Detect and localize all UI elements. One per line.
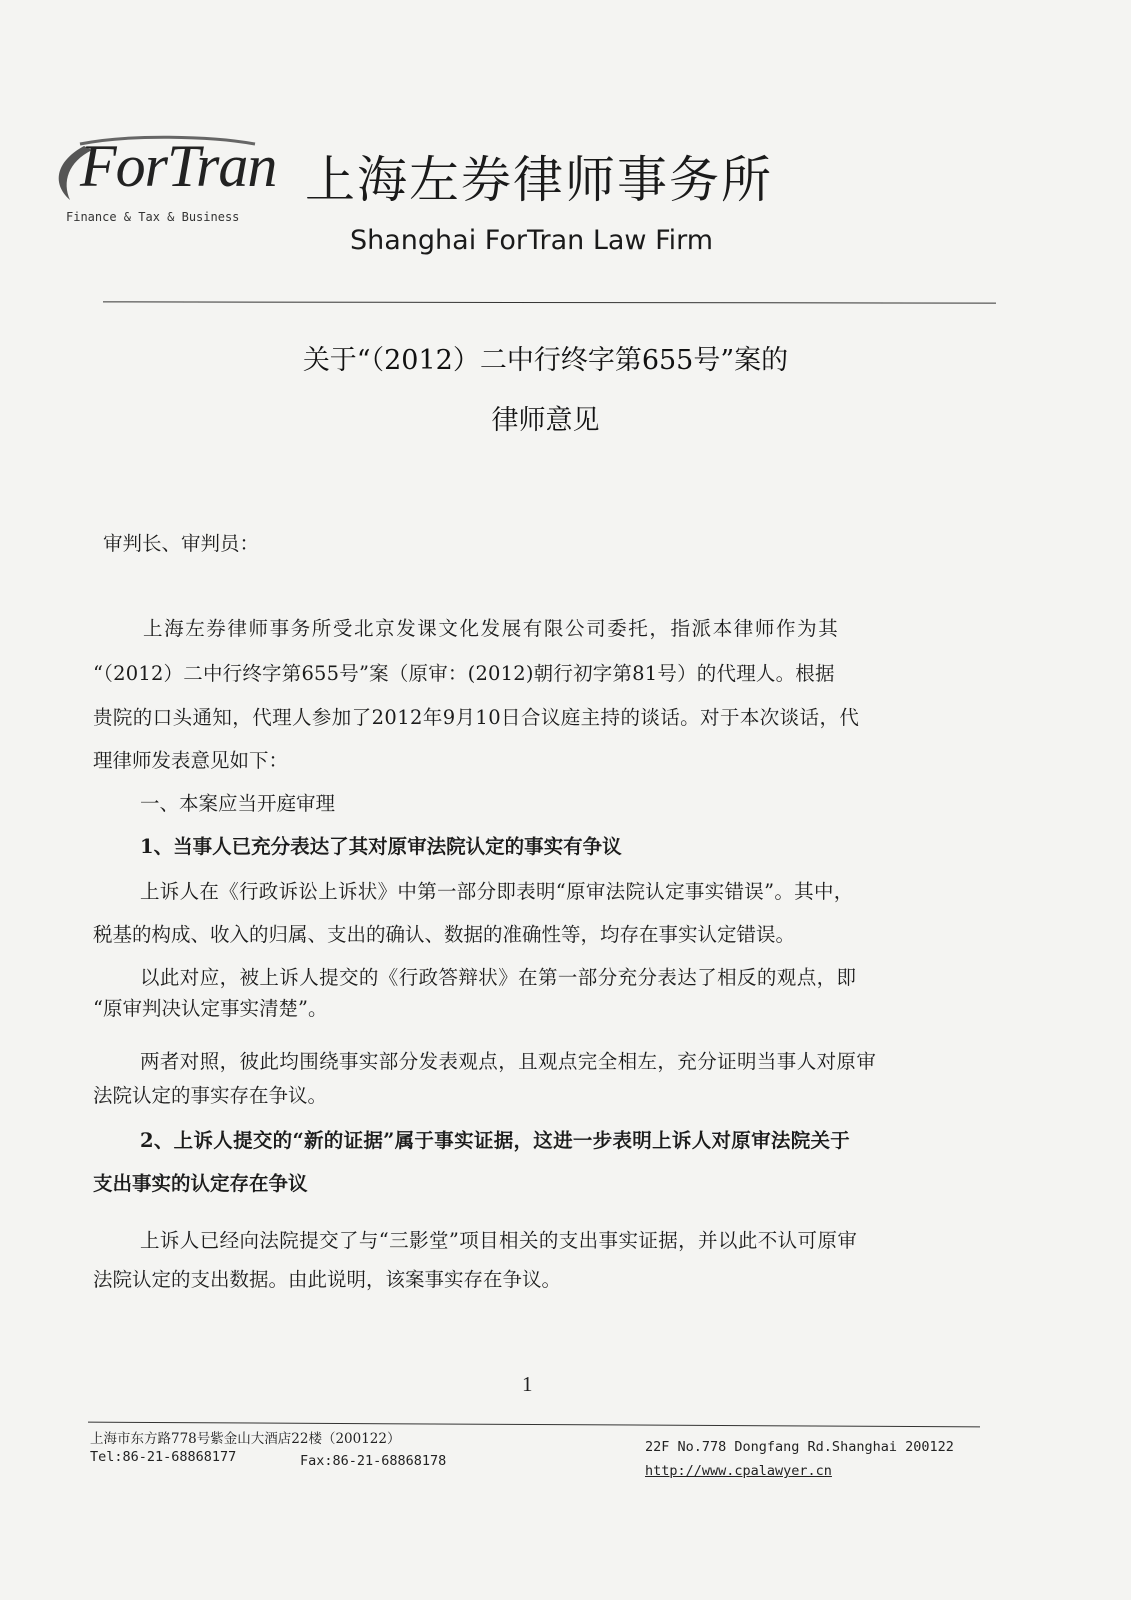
body-line: 理律师发表意见如下： <box>93 749 289 772</box>
body-line: 上诉人已经向法院提交了与“三影堂”项目相关的支出事实证据，并以此不认可原审 <box>140 1229 858 1252</box>
body-line: 上海左券律师事务所受北京发课文化发展有限公司委托，指派本律师作为其 <box>143 617 840 640</box>
subsection-heading: 2、上诉人提交的“新的证据”属于事实证据，这进一步表明上诉人对原审法院关于 <box>140 1129 851 1152</box>
body-line: 贵院的口头通知，代理人参加了2012年9月10日合议庭主持的谈话。对于本次谈话，代 <box>93 706 860 729</box>
subsection-heading: 支出事实的认定存在争议 <box>93 1172 308 1195</box>
body-line: 法院认定的事实存在争议。 <box>93 1084 328 1107</box>
body-line: “（2012）二中行终字第655号”案（原审：(2012)朝行初字第81号）的代理人。根据 <box>93 662 835 685</box>
footer-fax: Fax:86-21-68868178 <box>300 1453 447 1469</box>
body-line: 两者对照，彼此均围绕事实部分发表观点，且观点完全相左，充分证明当事人对原审 <box>140 1050 877 1073</box>
body-line: 税基的构成、收入的归属、支出的确认、数据的准确性等，均存在事实认定错误。 <box>93 923 796 946</box>
logo-wordmark: ForTran <box>80 133 277 199</box>
logo-tagline: Finance & Tax & Business <box>66 210 240 224</box>
firm-name-chinese: 上海左券律师事务所 <box>305 151 773 209</box>
footer-telephone: Tel:86-21-68868177 <box>90 1449 237 1465</box>
page-number: 1 <box>522 1372 533 1396</box>
body-line: 法院认定的支出数据。由此说明，该案事实存在争议。 <box>93 1268 562 1291</box>
footer-website-link[interactable]: http://www.cpalawyer.cn <box>645 1463 832 1479</box>
body-line: “原审判决认定事实清楚”。 <box>93 997 328 1020</box>
footer-address-english: 22F No.778 Dongfang Rd.Shanghai 200122 <box>645 1439 954 1455</box>
header-divider <box>103 301 996 303</box>
body-line: 上诉人在《行政诉讼上诉状》中第一部分即表明“原审法院认定事实错误”。其中， <box>140 880 854 903</box>
subsection-heading: 1、当事人已充分表达了其对原审法院认定的事实有争议 <box>140 835 622 858</box>
body-line: 以此对应，被上诉人提交的《行政答辩状》在第一部分充分表达了相反的观点，即 <box>140 966 857 989</box>
document-title-line-1: 关于“（2012）二中行终字第655号”案的 <box>302 345 789 376</box>
section-heading: 一、本案应当开庭审理 <box>140 792 336 815</box>
footer-address-chinese: 上海市东方路778号紫金山大酒店22楼（200122） <box>90 1431 401 1447</box>
salutation: 审判长、审判员： <box>103 532 260 555</box>
fortran-logo <box>40 130 277 230</box>
firm-name-english: Shanghai ForTran Law Firm <box>350 225 714 256</box>
document-title-line-2: 律师意见 <box>491 405 600 436</box>
